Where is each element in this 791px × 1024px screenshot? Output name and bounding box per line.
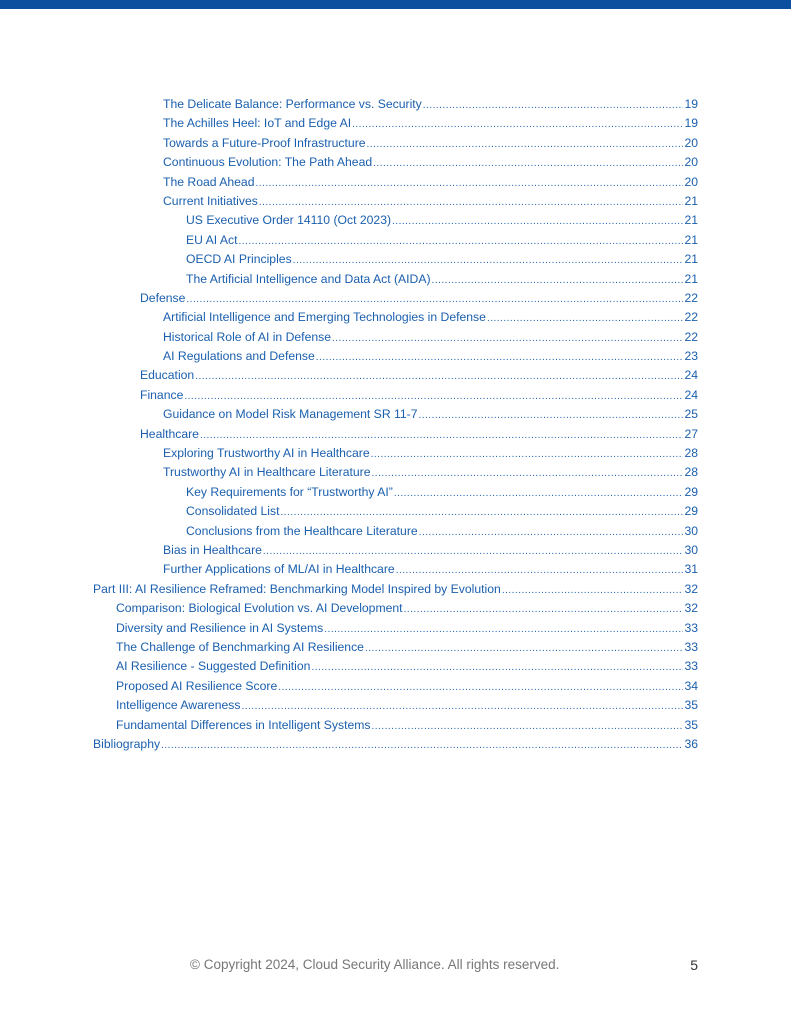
toc-entry-title: Part III: AI Resilience Reframed: Benchmarking Model Inspired by Evolution [93,581,501,596]
toc-entry[interactable] [0,114,791,133]
toc-entry-title: Historical Role of AI in Defense [163,329,331,344]
toc-dot-leader [311,658,683,677]
toc-entry-title: Finance [140,387,184,402]
table-of-contents [0,95,791,754]
toc-entry-title: Conclusions from the Healthcare Literature [186,523,418,538]
toc-entry-title: EU AI Act [186,232,238,247]
toc-dot-leader [241,697,683,716]
toc-dot-leader [502,581,684,600]
toc-dot-leader [184,387,683,406]
toc-dot-leader [259,193,684,212]
toc-entry-page: 19 [684,116,698,131]
page-number: 5 [690,957,698,973]
toc-entry[interactable] [0,289,791,308]
toc-entry-title: Towards a Future-Proof Infrastructure [163,135,366,150]
toc-entry-page: 33 [684,659,698,674]
toc-entry[interactable] [0,522,791,541]
toc-entry-title: Fundamental Differences in Intelligent Systems [116,717,371,732]
toc-entry[interactable] [0,657,791,676]
toc-entry-page: 28 [684,465,698,480]
page-footer [0,957,791,977]
toc-entry[interactable] [0,328,791,347]
toc-entry[interactable] [0,153,791,172]
toc-entry[interactable] [0,134,791,153]
toc-dot-leader [352,115,683,134]
toc-entry[interactable] [0,735,791,754]
toc-dot-leader [396,561,684,580]
toc-entry-page: 21 [684,271,698,286]
toc-entry-page: 36 [684,736,698,751]
toc-dot-leader [255,174,683,193]
toc-dot-leader [263,542,684,561]
toc-dot-leader [278,678,683,697]
toc-entry-title: Further Applications of ML/AI in Healthcare [163,562,395,577]
toc-entry-page: 29 [684,484,698,499]
toc-entry-title: Bibliography [93,736,161,751]
toc-entry-title: The Road Ahead [163,174,255,189]
toc-entry-title: Proposed AI Resilience Score [116,678,278,693]
toc-entry-page: 22 [684,290,698,305]
toc-entry[interactable] [0,580,791,599]
toc-entry-page: 30 [684,523,698,538]
toc-dot-leader [195,367,683,386]
toc-entry[interactable] [0,677,791,696]
toc-entry-title: Comparison: Biological Evolution vs. AI Development [116,601,403,616]
toc-entry-title: Exploring Trustworthy AI in Healthcare [163,446,370,461]
toc-entry[interactable] [0,502,791,521]
toc-dot-leader [487,309,684,328]
toc-entry-page: 21 [684,252,698,267]
toc-entry-page: 34 [684,678,698,693]
toc-entry[interactable] [0,192,791,211]
toc-entry-page: 21 [684,232,698,247]
toc-entry-page: 24 [684,387,698,402]
toc-dot-leader [281,503,684,522]
toc-entry[interactable] [0,599,791,618]
toc-entry[interactable] [0,696,791,715]
toc-entry-page: 27 [684,426,698,441]
toc-entry[interactable] [0,366,791,385]
toc-entry[interactable] [0,716,791,735]
toc-entry-page: 25 [684,407,698,422]
toc-entry[interactable] [0,560,791,579]
toc-entry-title: AI Regulations and Defense [163,349,315,364]
toc-entry-page: 20 [684,174,698,189]
toc-dot-leader [419,406,684,425]
toc-dot-leader [293,251,684,270]
toc-entry-title: Bias in Healthcare [163,542,262,557]
toc-entry-title: Intelligence Awareness [116,698,241,713]
toc-entry[interactable] [0,386,791,405]
toc-entry-page: 33 [684,639,698,654]
toc-dot-leader [373,154,683,173]
toc-entry[interactable] [0,638,791,657]
toc-entry-title: The Achilles Heel: IoT and Edge AI [163,116,352,131]
toc-entry-title: Trustworthy AI in Healthcare Literature [163,465,371,480]
toc-dot-leader [372,464,684,483]
toc-entry-page: 35 [684,717,698,732]
toc-entry-page: 19 [684,97,698,111]
toc-entry[interactable] [0,231,791,250]
toc-entry[interactable] [0,95,791,114]
toc-entry-page: 20 [684,155,698,170]
toc-entry-page: 29 [684,504,698,519]
copyright-notice: © Copyright 2024, Cloud Security Alliance. All rights reserved. [190,957,560,972]
toc-dot-leader [371,445,684,464]
toc-entry[interactable] [0,444,791,463]
toc-entry[interactable] [0,211,791,230]
toc-dot-leader [316,348,684,367]
toc-entry-page: 21 [684,213,698,228]
toc-entry[interactable] [0,173,791,192]
top-accent-bar [0,0,791,9]
toc-entry[interactable] [0,250,791,269]
toc-entry-page: 30 [684,542,698,557]
toc-entry-page: 22 [684,310,698,325]
toc-dot-leader [161,736,683,755]
toc-entry-page: 23 [684,349,698,364]
toc-entry-page: 32 [684,581,698,596]
toc-entry[interactable] [0,541,791,560]
toc-entry-page: 33 [684,620,698,635]
toc-dot-leader [238,232,683,251]
toc-entry-page: 31 [684,562,698,577]
toc-entry[interactable] [0,308,791,327]
toc-entry-title: US Executive Order 14110 (Oct 2023) [186,213,392,228]
toc-entry[interactable] [0,619,791,638]
toc-entry-title: Diversity and Resilience in AI Systems [116,620,324,635]
toc-entry[interactable] [0,463,791,482]
toc-entry[interactable] [0,405,791,424]
toc-entry-title: Guidance on Model Risk Management SR 11-7 [163,407,418,422]
toc-entry-title: Current Initiatives [163,193,258,208]
toc-entry[interactable] [0,270,791,289]
toc-dot-leader [423,96,684,115]
toc-entry-title: OECD AI Principles [186,252,292,267]
toc-dot-leader [432,271,684,290]
toc-dot-leader [365,639,683,658]
toc-dot-leader [324,620,683,639]
toc-dot-leader [404,600,684,619]
toc-entry-title: Consolidated List [186,504,280,519]
toc-entry-page: 22 [684,329,698,344]
toc-dot-leader [186,290,683,309]
toc-entry-page: 24 [684,368,698,383]
toc-entry-title: The Delicate Balance: Performance vs. Security [163,97,422,111]
toc-entry-title: Continuous Evolution: The Path Ahead [163,155,373,170]
toc-entry-page: 20 [684,135,698,150]
toc-dot-leader [394,484,684,503]
toc-dot-leader [332,329,683,348]
toc-entry-title: AI Resilience - Suggested Definition [116,659,311,674]
toc-entry-title: Healthcare [140,426,199,441]
toc-entry-page: 21 [684,193,698,208]
toc-entry-title: Artificial Intelligence and Emerging Technologies in Defense [163,310,486,325]
toc-entry-page: 35 [684,698,698,713]
toc-entry-page: 32 [684,601,698,616]
toc-entry[interactable] [0,347,791,366]
toc-entry-title: Defense [140,290,186,305]
toc-dot-leader [372,717,684,736]
toc-dot-leader [419,523,684,542]
toc-entry[interactable] [0,483,791,502]
toc-entry-title: Key Requirements for “Trustworthy AI” [186,484,393,499]
toc-entry-title: Education [140,368,195,383]
toc-entry-title: The Challenge of Benchmarking AI Resilience [116,639,364,654]
toc-dot-leader [367,135,684,154]
toc-dot-leader [392,212,683,231]
toc-entry-title: The Artificial Intelligence and Data Act (AIDA) [186,271,431,286]
toc-dot-leader [200,426,683,445]
toc-entry[interactable] [0,425,791,444]
toc-entry-page: 28 [684,446,698,461]
